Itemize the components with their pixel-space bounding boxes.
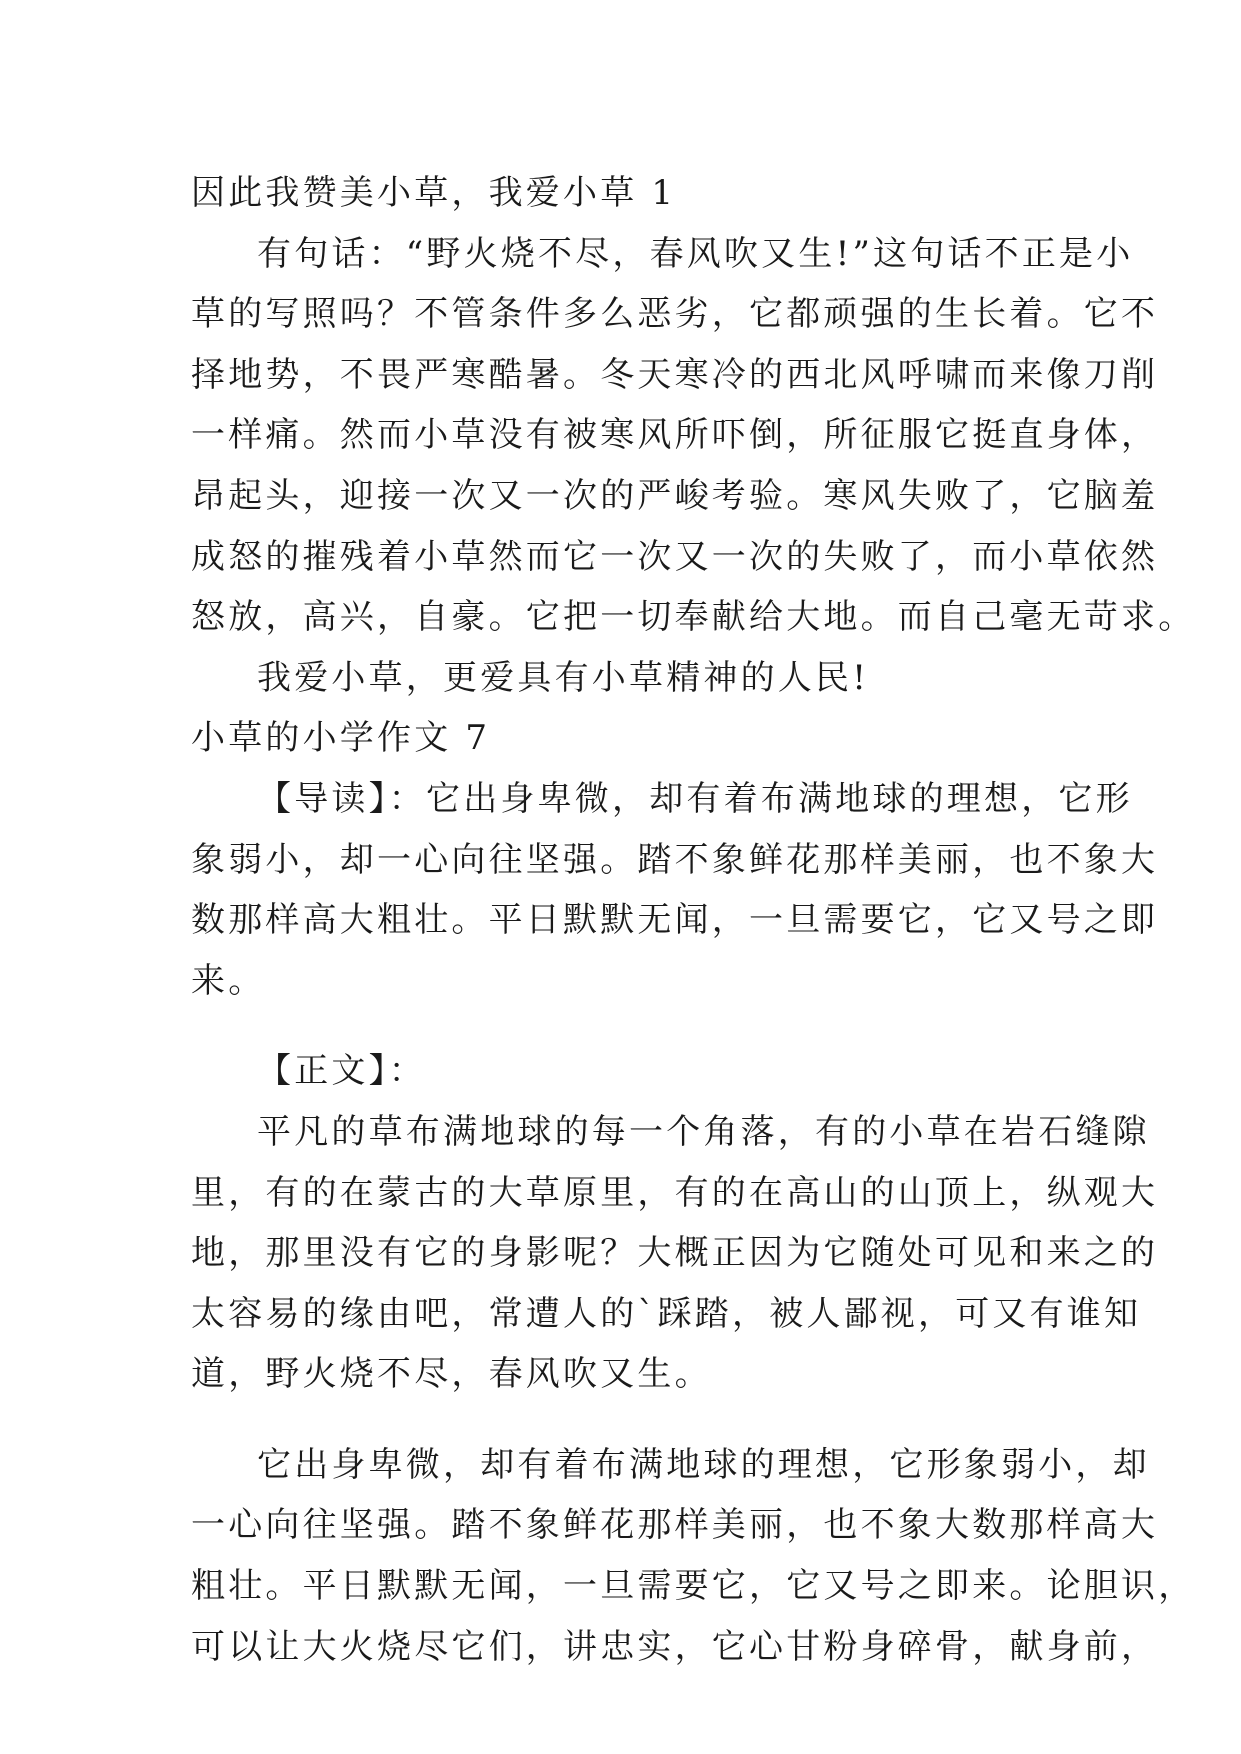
text-line: 昂起头，迎接一次又一次的严峻考验。寒风失败了，它脑羞 bbox=[191, 475, 1159, 516]
paragraph-gap bbox=[191, 1405, 1061, 1435]
text-line: 因此我赞美小草，我爱小草 1 bbox=[191, 173, 677, 213]
text-line: 择地势，不畏严寒酷暑。冬天寒冷的西北风呼啸而来像刀削 bbox=[191, 354, 1159, 395]
text-line: 平凡的草布满地球的每一个角落，有的小草在岩石缝隙 bbox=[257, 1111, 1150, 1152]
text-line: 数那样高大粗壮。平日默默无闻，一旦需要它，它又号之即 bbox=[191, 900, 1159, 941]
text-line: 太容易的缘由吧，常遭人的`踩踏，被人鄙视，可又有谁知 bbox=[191, 1293, 1142, 1334]
text-line: 【正文】： bbox=[257, 1051, 426, 1092]
text-line: 有句话：“野火烧不尽，春风吹又生!”这句话不正是小 bbox=[257, 233, 1134, 274]
text-line: 我爱小草，更爱具有小草精神的人民! bbox=[257, 657, 870, 698]
text-line: 里，有的在蒙古的大草原里，有的在高山的山顶上，纵观大 bbox=[191, 1172, 1159, 1213]
text-line: 可以让大火烧尽它们，讲忠实，它心甘粉身碎骨，献身前， bbox=[191, 1626, 1159, 1667]
text-line: 道，野火烧不尽，春风吹又生。 bbox=[191, 1354, 712, 1395]
text-line: 草的写照吗？不管条件多么恶劣，它都顽强的生长着。它不 bbox=[191, 294, 1159, 335]
text-line: 怒放，高兴，自豪。它把一切奉献给大地。而自己毫无苛求。 bbox=[191, 597, 1196, 638]
text-line: 一样痛。然而小草没有被寒风所吓倒，所征服它挺直身体， bbox=[191, 415, 1159, 456]
text-line: 地，那里没有它的身影呢？大概正因为它随处可见和来之的 bbox=[191, 1233, 1159, 1274]
paragraph-gap bbox=[191, 1011, 1061, 1041]
text-line: 象弱小，却一心向往坚强。踏不象鲜花那样美丽，也不象大 bbox=[191, 839, 1159, 880]
text-line: 一心向往坚强。踏不象鲜花那样美丽，也不象大数那样高大 bbox=[191, 1505, 1159, 1546]
text-line: 来。 bbox=[191, 960, 266, 1001]
text-line: 成怒的摧残着小草然而它一次又一次的失败了，而小草依然 bbox=[191, 536, 1159, 577]
text-line: 小草的小学作文 7 bbox=[191, 718, 491, 759]
text-line: 它出身卑微，却有着布满地球的理想，它形象弱小，却 bbox=[257, 1444, 1150, 1485]
document-page bbox=[191, 163, 1196, 1677]
text-line: 粗壮。平日默默无闻，一旦需要它，它又号之即来。论胆识， bbox=[191, 1566, 1196, 1607]
text-line: 【导读】：它出身卑微，却有着布满地球的理想，它形 bbox=[257, 778, 1133, 819]
